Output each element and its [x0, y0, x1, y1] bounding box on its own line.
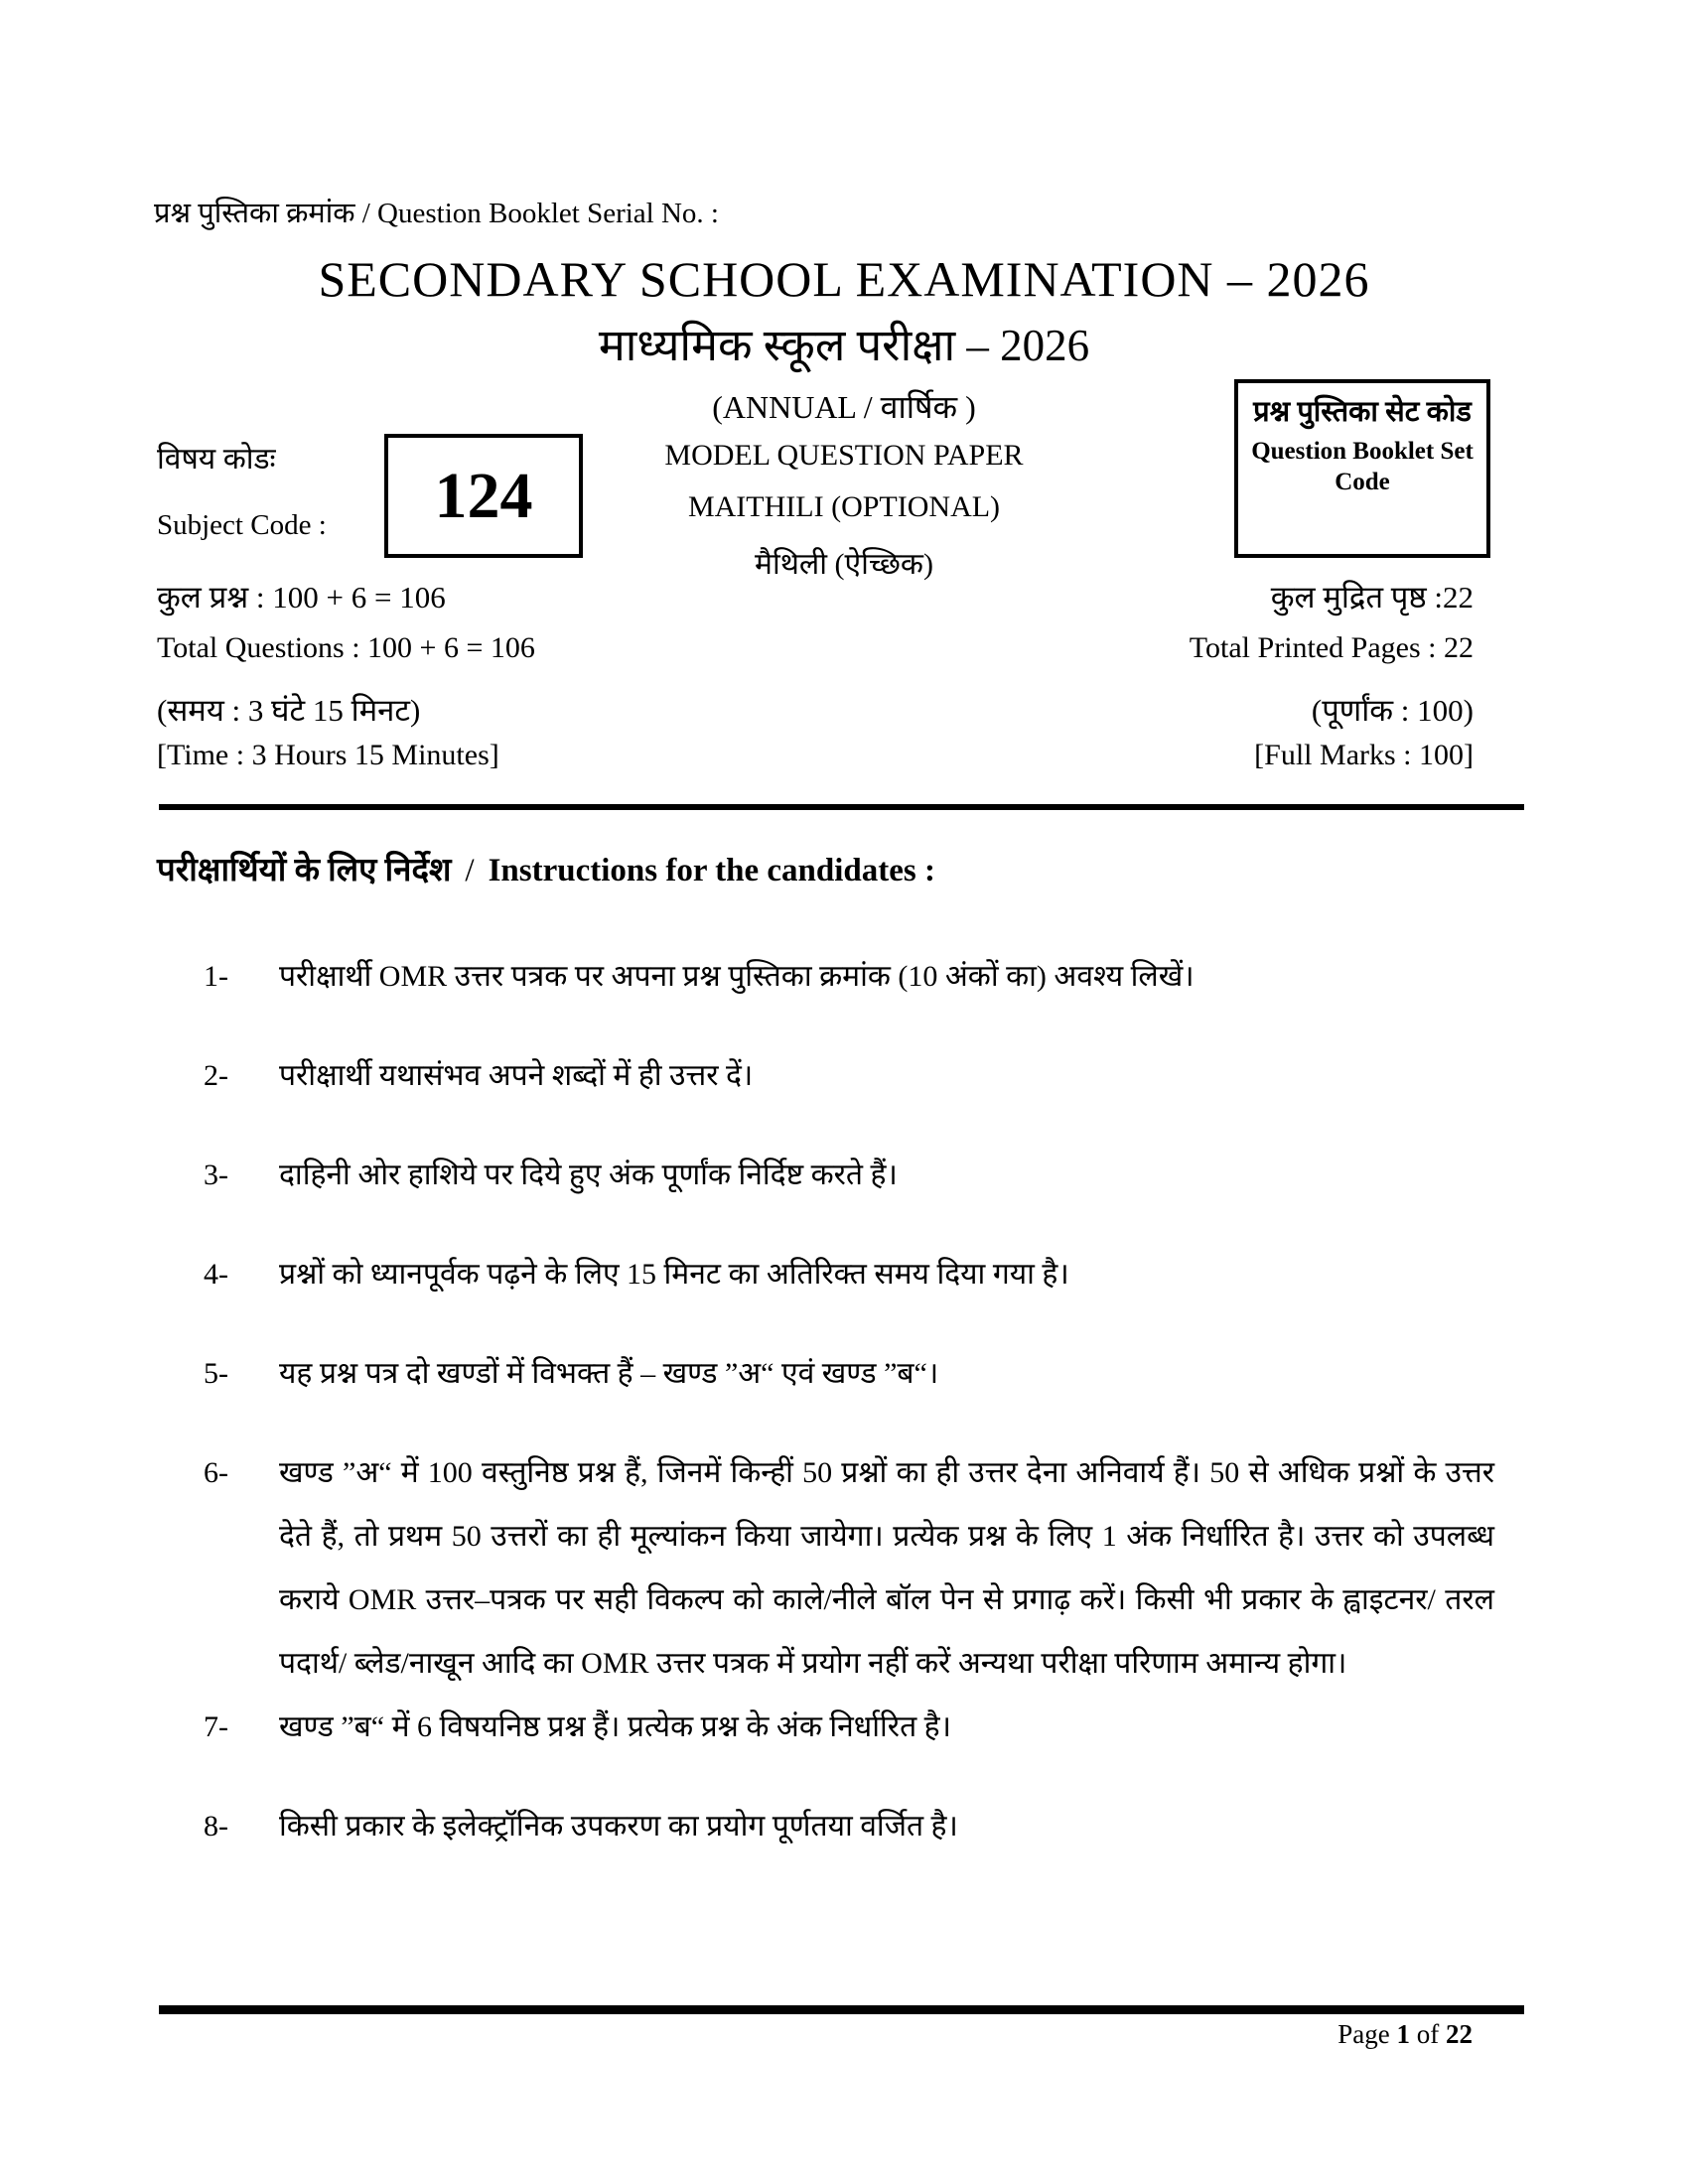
total-questions-english: Total Questions : 100 + 6 = 106: [157, 631, 535, 664]
instruction-text: प्रश्नों को ध्यानपूर्वक पढ़ने के लिए 15 मिनट का अतिरिक्त समय दिया गया है।: [279, 1258, 1069, 1291]
instruction-number: 7-: [204, 1710, 228, 1743]
booklet-serial-label: प्रश्न पुस्तिका क्रमांक / Question Booklet Serial No. :: [154, 198, 719, 229]
instruction-number: 1-: [204, 960, 228, 993]
instruction-item: [204, 945, 1494, 1009]
instruction-text: परीक्षार्थी OMR उत्तर पत्रक पर अपना प्रश्न पुस्तिका क्रमांक (10 अंकों का) अवश्य लिखें।: [279, 960, 1195, 993]
paper-subject-hindi: मैथिली (ऐच्छिक): [755, 548, 933, 581]
instruction-number: 3-: [204, 1159, 228, 1191]
paper-subject-english: MAITHILI (OPTIONAL): [687, 490, 1001, 523]
footer-divider-bar: [159, 2005, 1524, 2014]
set-code-label-hindi: प्रश्न पुस्तिका सेट कोड: [1253, 396, 1472, 428]
model-question-paper-line: MODEL QUESTION PAPER: [664, 439, 1024, 472]
instruction-text: खण्ड ”ब“ में 6 विषयनिष्ठ प्रश्न हैं। प्रत्येक प्रश्न के अंक निर्धारित है।: [279, 1710, 951, 1743]
instructions-heading-separator: /: [465, 853, 475, 888]
instruction-text: परीक्षार्थी यथासंभव अपने शब्दों में ही उत्तर दें।: [279, 1059, 754, 1092]
instruction-number: 6-: [204, 1456, 228, 1489]
instruction-item: [204, 1795, 1494, 1858]
instruction-number: 5-: [204, 1357, 228, 1390]
set-code-label-english: Question Booklet Set Code: [1251, 438, 1474, 496]
printed-pages-hindi: कुल मुद्रित पृष्ठ :22: [1270, 580, 1474, 614]
exam-title-english: SECONDARY SCHOOL EXAMINATION – 2026: [318, 251, 1370, 307]
instruction-item: [204, 1243, 1494, 1306]
instruction-number: 2-: [204, 1059, 228, 1092]
instruction-text: खण्ड ”अ“ में 100 वस्तुनिष्ठ प्रश्न हैं, जिनमें किन्हीं 50 प्रश्नों का ही उत्तर देना अनिवार्य हैं। 50 से अधिक प्रश्नों के उत्तर देते हैं, तो प्रथम 50 उत्तरों का ही मूल्यांकन किया जायेगा। प्रत्येक प्रश्न के लिए 1 अंक निर्धारित है। उत्तर को उपलब्ध कराये OMR उत्तर–पत्रक पर सही विकल्प को काले/नीले बॉल पेन से प्रगाढ़ करें। किसी भी प्रकार के ह्वाइटनर/ तरल पदार्थ/ ब्लेड/नाखून आदि का OMR उत्तर पत्रक में प्रयोग नहीं करें अन्यथा परीक्षा परिणाम अमान्य होगा।: [279, 1456, 1494, 1680]
booklet-set-code-box: [1234, 379, 1490, 558]
full-marks-english: [Full Marks : 100]: [1254, 739, 1474, 771]
instruction-number: 8-: [204, 1810, 228, 1843]
printed-pages-english: Total Printed Pages : 22: [1189, 631, 1474, 664]
instructions-heading: [157, 846, 935, 890]
instruction-item: [204, 1441, 1494, 1696]
time-hindi: (समय : 3 घंटे 15 मिनट): [157, 693, 421, 728]
instruction-item: [204, 1342, 1494, 1406]
instruction-number: 4-: [204, 1258, 228, 1291]
full-marks-hindi: (पूर्णांक : 100): [1311, 693, 1474, 728]
instruction-item: [204, 1144, 1494, 1207]
total-questions-hindi: कुल प्रश्न : 100 + 6 = 106: [157, 580, 446, 614]
instruction-text: दाहिनी ओर हाशिये पर दिये हुए अंक पूर्णांक निर्दिष्ट करते हैं।: [279, 1159, 898, 1191]
exam-title-hindi: माध्यमिक स्कूल परीक्षा – 2026: [598, 321, 1090, 370]
header-divider-line: [159, 804, 1524, 810]
instructions-heading-english: Instructions for the candidates :: [488, 853, 935, 888]
instruction-item: [204, 1044, 1494, 1108]
subject-code-value: 124: [434, 459, 533, 532]
page-number-footer: [1337, 2019, 1473, 2050]
instruction-text: किसी प्रकार के इलेक्ट्रॉनिक उपकरण का प्रयोग पूर्णतया वर्जित है।: [279, 1810, 958, 1843]
footer-prefix: Page: [1337, 2019, 1390, 2049]
instruction-text: यह प्रश्न पत्र दो खण्डों में विभक्त हैं – खण्ड ”अ“ एवं खण्ड ”ब“।: [279, 1357, 939, 1390]
footer-total-pages: 22: [1446, 2019, 1473, 2049]
time-english: [Time : 3 Hours 15 Minutes]: [157, 739, 499, 771]
subject-code-label-english: Subject Code :: [157, 509, 327, 541]
instruction-item: [204, 1696, 1494, 1759]
annual-line: (ANNUAL / वार्षिक ): [712, 389, 976, 425]
instructions-heading-hindi: परीक्षार्थियों के लिए निर्देश: [157, 853, 452, 888]
footer-page-number: 1: [1396, 2019, 1410, 2049]
footer-mid: of: [1416, 2019, 1440, 2049]
instructions-list: [204, 945, 1494, 1894]
subject-code-label-hindi: विषय कोडः: [157, 443, 276, 476]
